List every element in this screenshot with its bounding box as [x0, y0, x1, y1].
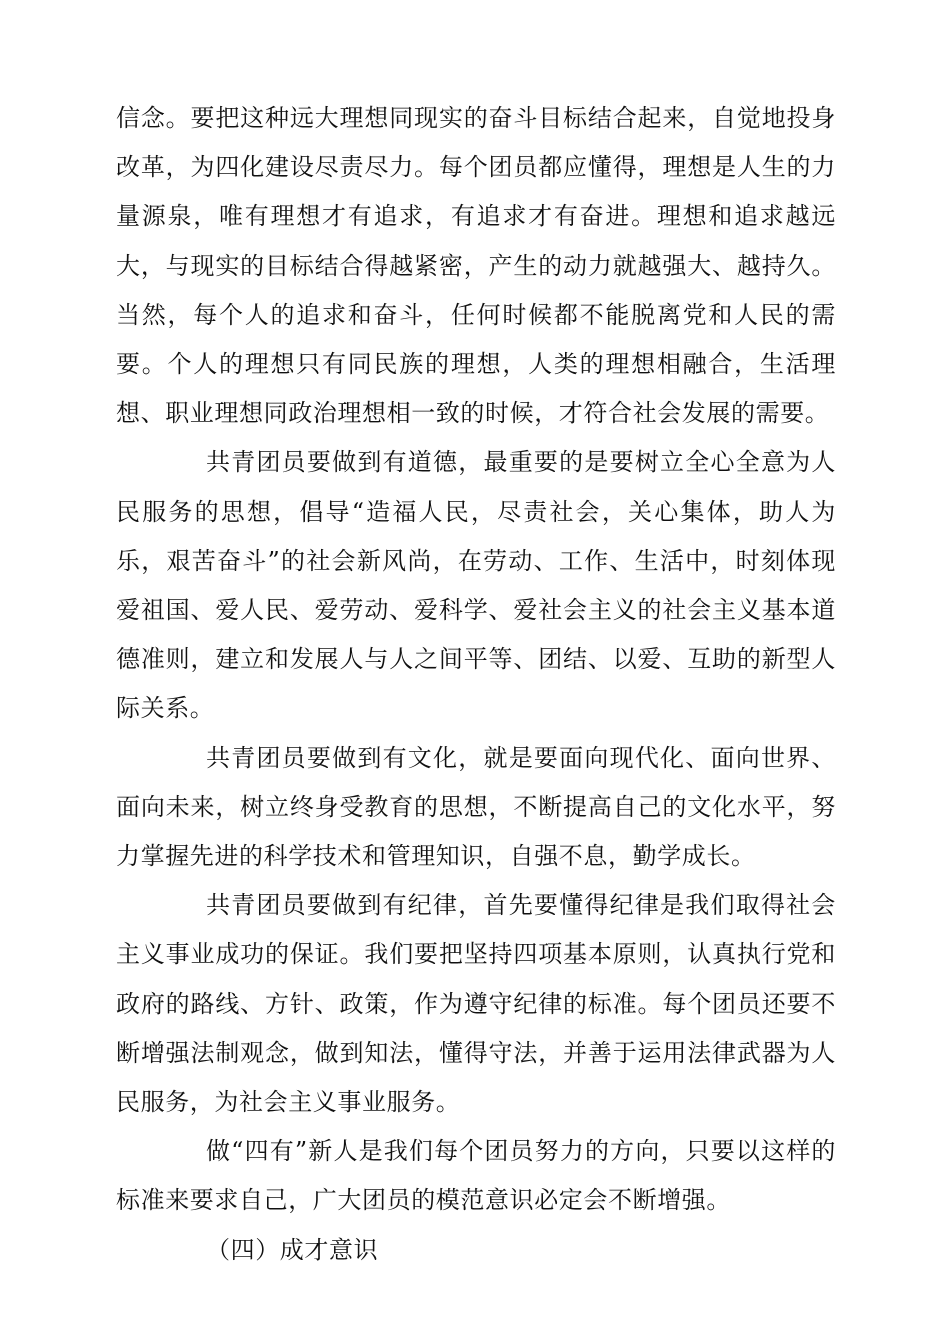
paragraph-ideal-continued: 信念。要把这种远大理想同现实的奋斗目标结合起来，自觉地投身改革，为四化建设尽责尽力。每个团员都应懂得，理想是人生的力量源泉，唯有理想才有追求，有追求才有奋进。理想和追求越远大，与现实的目标结合得越紧密，产生的动力就越强大、越持久。当然，每个人的追求和奋斗，任何时候都不能脱离党和人民的需要。个人的理想只有同民族的理想，人类的理想相融合，生活理想、职业理想同政治理想相一致的时候，才符合社会发展的需要。	[116, 104, 836, 428]
paragraph-discipline: 共青团员要做到有纪律，首先要懂得纪律是我们取得社会主义事业成功的保证。我们要把坚持四项基本原则，认真执行党和政府的路线、方针、政策，作为遵守纪律的标准。每个团员还要不断增强法制观念，做到知法，懂得守法，并善于运用法律武器为人民服务，为社会主义事业服务。	[116, 891, 836, 1117]
document-body	[116, 94, 836, 1275]
paragraph-four-haves: 做“四有”新人是我们每个团员努力的方向，只要以这样的标准来要求自己，广大团员的模范意识必定会不断增强。	[116, 1137, 836, 1215]
section-heading: （四）成才意识	[206, 1235, 379, 1264]
paragraph-culture: 共青团员要做到有文化，就是要面向现代化、面向世界、面向未来，树立终身受教育的思想，不断提高自己的文化水平，努力掌握先进的科学技术和管理知识，自强不息，勤学成长。	[116, 743, 836, 871]
paragraph-morality: 共青团员要做到有道德，最重要的是要树立全心全意为人民服务的思想，倡导“造福人民，尽责社会，关心集体，助人为乐，艰苦奋斗”的社会新风尚，在劳动、工作、生活中，时刻体现爱祖国、爱人民、爱劳动、爱科学、爱社会主义的社会主义基本道德准则，建立和发展人与人之间平等、团结、以爱、互助的新型人际关系。	[116, 448, 836, 723]
